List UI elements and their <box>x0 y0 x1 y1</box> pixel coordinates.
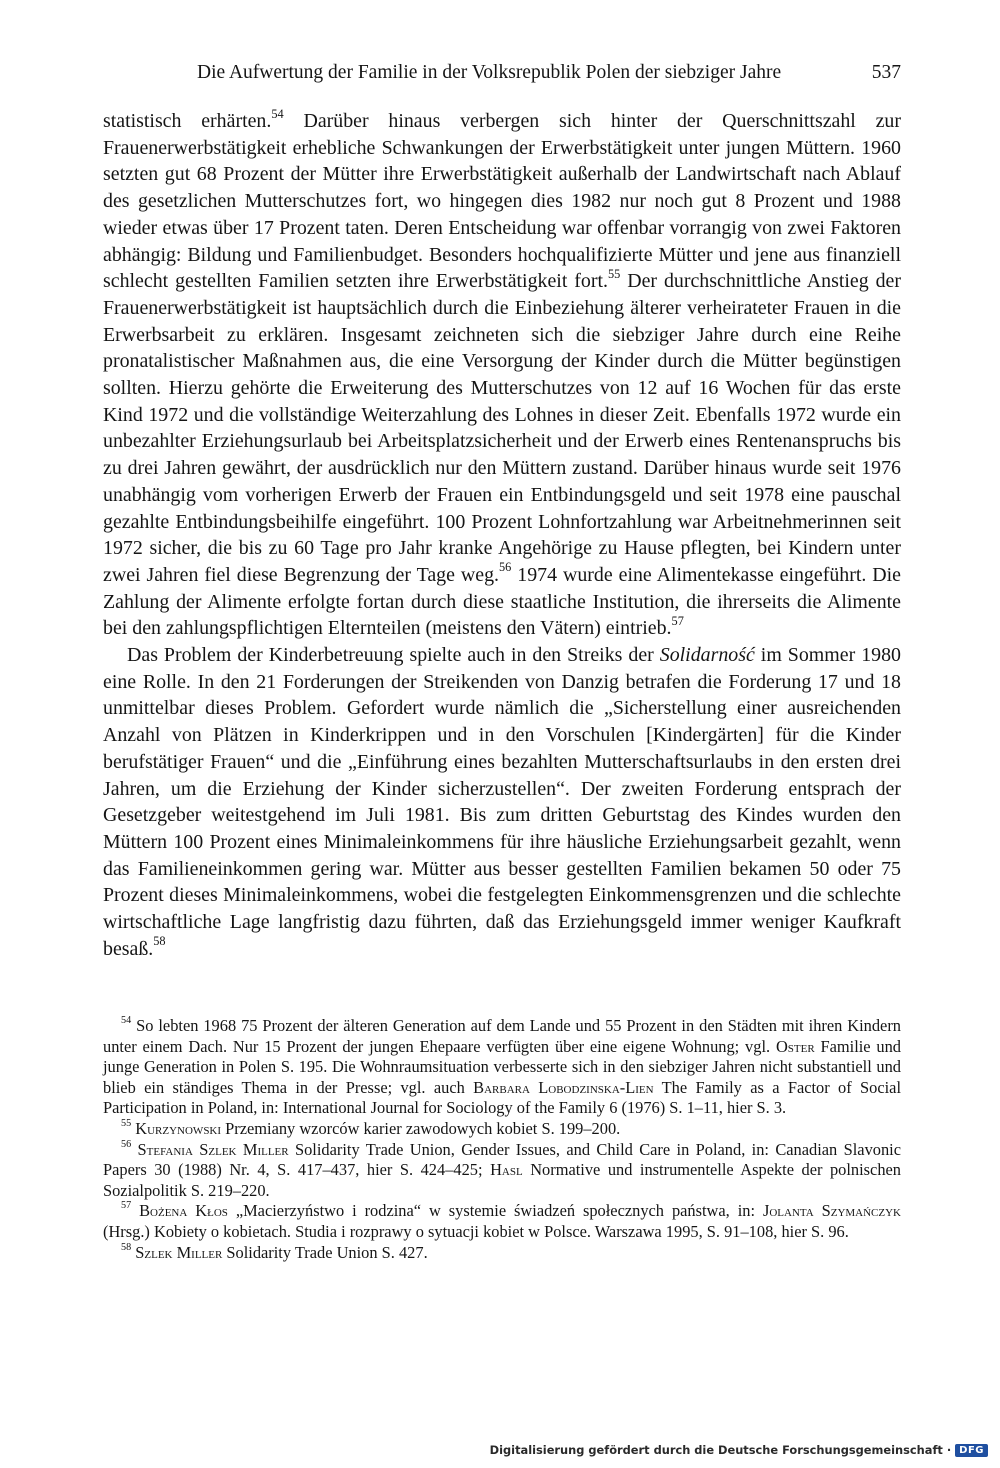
footnote-ref-58[interactable]: 58 <box>153 934 166 949</box>
footnote-58 <box>103 1243 901 1264</box>
footnote-ref-54[interactable]: 54 <box>271 106 284 121</box>
digitization-footer <box>490 1441 988 1459</box>
footnote-text: So lebten 1968 75 Prozent der älteren Generation auf dem Lande und 55 Prozent in den Städten mit ihren Kindern unter einem Dach. Nur 15 Prozent der jungen Ehepaare verfügten über eine eigene Wohnung; vgl. <box>103 1016 901 1056</box>
text-run: Der durchschnittliche Anstieg der Frauenerwerbstätigkeit ist hauptsächlich durch die Einbeziehung älterer verheirateter Frauen in die Erwerbsarbeit zu erklären. Insgesamt zeichneten sich die siebziger Jahre durch eine Reihe pronatalistischer Maßnahmen aus, die eine Versorgung der Kinder durch die Mütter begünstigen sollten. Hierzu gehörte die Erweiterung des Mutterschutzes von 12 auf 16 Wochen für das erste Kind 1972 und die vollständige Weiterzahlung des Lohnes in dieser Zeit. Ebenfalls 1972 wurde ein unbezahlter Erziehungsurlaub bei Arbeitsplatzsicherheit und der Erwerb eines Rentenanspruchs bis zu drei Jahren gewährt, der ausdrücklich nur den Müttern zustand. Darüber hinaus wurde seit 1976 unabhängig vom vorherigen Erwerb der Frauen ein Entbindungsgeld und seit 1978 eine pauschal gezahlte Entbindungsbeihilfe eingeführt. 100 Prozent Lohnfortzahlung war Arbeitnehmerinnen seit 1972 sicher, die bis zu 60 Tage pro Jahr kranke Angehörige zu Hause pflegten, bei Kindern unter zwei Jahren fiel diese Begrenzung der Tage weg. <box>103 270 901 586</box>
footnote-text: The Family as a Factor of Social Participation in Poland, in: International Journal for Sociology of the Family 6 (1976) S. 1–11, hier S. 3. <box>103 1077 901 1118</box>
footnote-57 <box>103 1201 901 1242</box>
author-name: Kurzynowski <box>135 1118 222 1138</box>
footnote-text: Solidarity Trade Union S. 427. <box>222 1242 428 1262</box>
footnote-55 <box>103 1119 901 1140</box>
author-name: Jolanta Szymańczyk <box>762 1201 902 1221</box>
paragraph-1 <box>103 108 901 642</box>
page-number: 537 <box>871 62 901 83</box>
author-name: Stefania Szlek Miller <box>137 1139 289 1159</box>
text-run: im Sommer 1980 eine Rolle. In den 21 Forderungen der Streikenden von Danzig betrafen die Forderung 17 und 18 unmittelbar dieses Problem. Gefordert wurde nämlich die „Sicherstellung einer ausreichenden Anzahl von Plätzen in Kinderkrippen und in den Vorschulen [Kindergärten] für die Kinder berufstätiger Frauen“ und die „Einführung eines bezahlten Mutterschaftsurlaubs in den ersten drei Jahren, um die Erziehung der Kinder sicherzustellen“. Der zweiten Forderung entsprach der Gesetzgeber weitestgehend im Juli 1981. Bis zum dritten Geburtstag des Kindes wurden den Müttern 100 Prozent eines Minimaleinkommens für ihre häusliche Erziehungsarbeit gezahlt, wenn das Familieneinkommen gering war. Mütter aus besser gestellten Familien bekamen 50 oder 75 Prozent dieses Minimaleinkommens, wobei die festgelegten Einkommensgrenzen und die schlechte wirtschaftliche Lage langfristig dazu führten, daß das Erziehungsgeld immer weniger Kaufkraft besaß. <box>103 644 901 960</box>
main-text <box>103 108 901 963</box>
text-run: Darüber hinaus verbergen sich hinter der Querschnittszahl zur Frauenerwerbstätigkeit erhebliche Schwankungen der Erwerbstätigkeit unter jungen Müttern. 1960 setzten gut 68 Prozent der Mütter ihre Erwerbstätigkeit außerhalb der Landwirtschaft nach Ablauf des gesetzlichen Mutterschutzes fort, wo hingegen dies 1982 nur noch gut 8 Prozent und 1988 wieder etwas über 17 Prozent taten. Deren Entscheidung war offenbar vorrangig von zwei Faktoren abhängig: Bildung und Familienbudget. Besonders hochqualifizierte Mütter und jene aus finanziell schlecht gestellten Familien setzten ihre Erwerbstätigkeit fort. <box>103 110 901 293</box>
footnote-ref-57[interactable]: 57 <box>671 613 684 628</box>
running-header <box>103 58 903 88</box>
footnote-number: 56 <box>121 1138 132 1150</box>
footnote-text: Familie und junge Generation in Polen S. 195. Die Wohnraumsituation verbesserte sich in den siebziger Jahren nicht substantiell und blieb ein ständiges Thema in der Presse; vgl. auch <box>103 1036 901 1097</box>
author-name: Szlek Miller <box>135 1242 223 1262</box>
footnote-text: (Hrsg.) Kobiety o kobietach. Studia i rozprawy o sytuacji kobiet w Polsce. Warszawa 1995, S. 91–108, hier S. 96. <box>103 1221 849 1241</box>
footnote-54 <box>103 1016 901 1119</box>
footnote-ref-56[interactable]: 56 <box>499 560 512 575</box>
footnote-number: 58 <box>121 1241 132 1253</box>
author-name: Bożena Kłos <box>139 1201 228 1221</box>
paragraph-2 <box>103 642 901 962</box>
dfg-logo-icon: DFG <box>955 1444 988 1457</box>
text-run: Das Problem der Kinderbetreuung spielte auch in den Streiks der <box>127 644 660 667</box>
footnote-56 <box>103 1140 901 1202</box>
footnote-ref-55[interactable]: 55 <box>607 266 621 281</box>
footnote-number: 54 <box>121 1015 132 1027</box>
author-name: Oster <box>775 1036 815 1056</box>
author-name: Hasl <box>490 1160 523 1180</box>
footnotes <box>103 1016 901 1263</box>
funding-notice: Digitalisierung gefördert durch die Deutsche Forschungsgemeinschaft · <box>489 1443 952 1457</box>
italic-term: Solidarność <box>659 644 755 667</box>
text-run: 1974 wurde eine Alimentekasse eingeführt. Die Zahlung der Alimente erfolgte fortan durch diese staatliche Institution, die ihrerseits die Alimente bei den zahlungspflichtigen Elternteilen (meistens den Vätern) eintrieb. <box>103 563 901 640</box>
running-title: Die Aufwertung der Familie in der Volksrepublik Polen der siebziger Jahre <box>197 62 782 83</box>
footnote-number: 57 <box>121 1200 132 1212</box>
footnote-text: Solidarity Trade Union, Gender Issues, and Child Care in Poland, in: Canadian Slavonic Papers 30 (1988) Nr. 4, S. 417–437, hier S. 424–425; <box>103 1139 901 1180</box>
author-name: Barbara Lobodzinska-Lien <box>473 1077 654 1097</box>
footnote-text: Normative und instrumentelle Aspekte der polnischen Sozialpolitik S. 219–220. <box>103 1160 901 1200</box>
footnote-text: Przemiany wzorców karier zawodowych kobiet S. 199–200. <box>221 1118 621 1138</box>
text-run: statistisch erhärten. <box>103 110 272 132</box>
footnote-number: 55 <box>121 1117 132 1129</box>
footnote-text: „Macierzyństwo i rodzina“ w systemie świadzeń społecznych państwa, in: <box>227 1201 763 1221</box>
